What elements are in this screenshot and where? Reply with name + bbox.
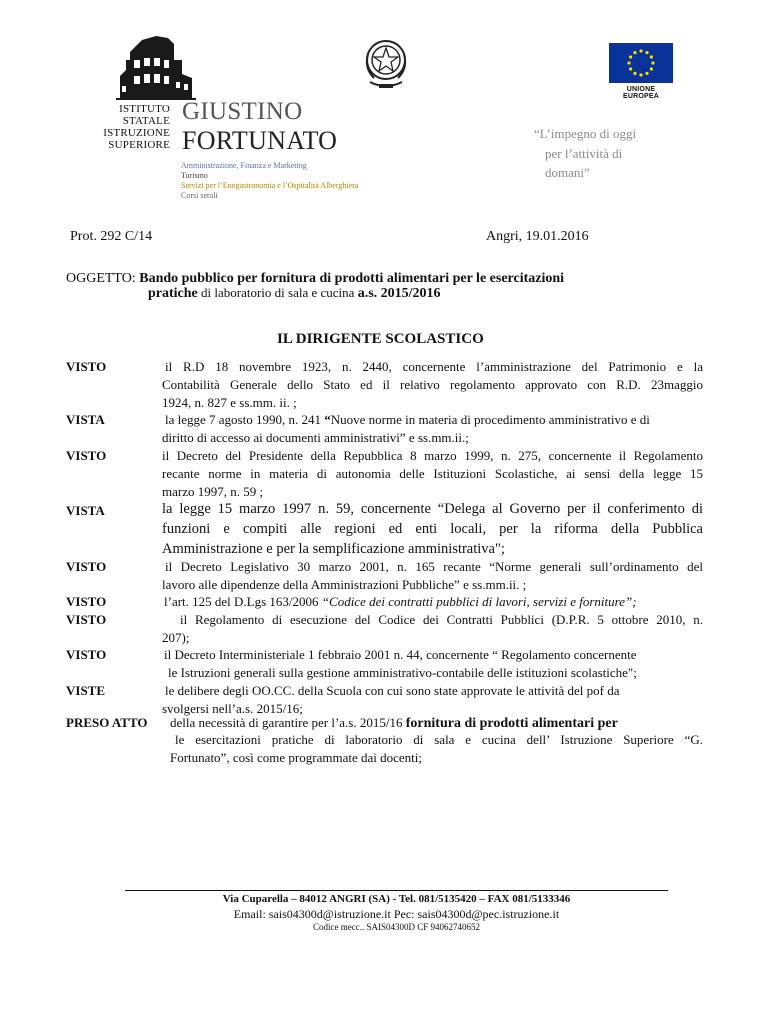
item-3-label: VISTO xyxy=(66,448,107,463)
subject-pratiche: pratiche xyxy=(148,286,198,301)
item-9-line-2: svolgersi nell’a.s. 2015/16; xyxy=(162,701,303,716)
item-10-line-2: le esercitazioni pratiche di laboratorio di sala e cucina dell’ Istruzione Superiore “G. xyxy=(175,732,703,747)
eu-label: UNIONE EUROPEA xyxy=(622,86,660,100)
item-2-text-a: la legge 7 agosto 1990, n. 241 xyxy=(165,412,325,427)
item-6-label: VISTO xyxy=(66,594,107,609)
item-2-quote: “ xyxy=(324,412,331,427)
item-8-line-1: il Decreto Interministeriale 1 febbraio 2001 n. 44, concernente “ Regolamento concernente xyxy=(164,647,637,662)
motto-line-2: per l’attività di xyxy=(545,146,623,161)
item-5-line-1: il Decreto Legislativo 30 marzo 2001, n. 165 recante “Norme generali sull’ordinamento del xyxy=(165,559,703,574)
protocol-number: Prot. 292 C/14 xyxy=(70,229,153,244)
footer-divider xyxy=(125,890,668,891)
item-3-line-1: il Decreto del Presidente della Repubblica 8 marzo 1999, n. 275, concernente il Regolamento xyxy=(162,448,703,463)
item-2-line-2: diritto di accesso ai documenti amministrativi” e ss.mm.ii.; xyxy=(162,430,469,445)
item-6-text-a: l’art. 125 del D.Lgs 163/2006 xyxy=(164,594,322,609)
subject-title: Bando pubblico per fornitura di prodotti alimentari per le esercitazioni xyxy=(139,271,565,286)
item-7-label: VISTO xyxy=(66,612,107,627)
item-1-line-2: Contabilità Generale dello Stato ed il relativo regolamento approvato con R.D. 23maggio xyxy=(162,377,703,392)
item-1-line-1: il R.D 18 novembre 1923, n. 2440, concernente l’amministrazione del Patrimonio e la xyxy=(165,359,703,374)
item-7-line-2: 207); xyxy=(162,630,190,645)
institute-line-3: ISTRUZIONE xyxy=(103,127,170,139)
item-6-text-b: “Codice dei contratti pubblici di lavori, servizi e forniture”; xyxy=(321,594,637,609)
place-and-date: Angri, 19.01.2016 xyxy=(486,229,589,244)
item-7-line-1: il Regolamento di esecuzione del Codice dei Contratti Pubblici (D.P.R. 5 ottobre 2010, n. xyxy=(180,612,703,627)
sector-line-3: Servizi per l’Enogastronomia e l’Ospitalità Alberghiera xyxy=(181,181,359,190)
sector-line-2: Turismo xyxy=(181,171,208,180)
item-10-label: PRESO ATTO xyxy=(66,715,148,730)
item-5-label: VISTO xyxy=(66,559,107,574)
institute-line-4: SUPERIORE xyxy=(108,139,170,151)
item-10-text-a: della necessità di garantire per l’a.s. 2015/16 xyxy=(170,715,406,730)
motto-line-1: “L’impegno di oggi xyxy=(534,126,637,141)
institute-name-line-2: FORTUNATO xyxy=(182,126,338,155)
institute-name-line-1: GIUSTINO xyxy=(182,98,303,125)
item-2-text-c: Nuove norme in materia di procedimento amministrativo e di xyxy=(330,412,650,427)
item-1-label: VISTO xyxy=(66,359,107,374)
item-3-line-2: recante norme in materia di autonomia delle Istituzioni Scolastiche, ai sensi della legge 15 xyxy=(162,466,703,481)
institute-line-2: STATALE xyxy=(122,115,170,127)
item-9-line-1: le delibere degli OO.CC. della Scuola con cui sono state approvate le attività del pof da xyxy=(165,683,620,698)
motto-line-3: domani” xyxy=(545,165,590,180)
institute-line-1: ISTITUTO xyxy=(119,103,170,115)
item-4-line-1: la legge 15 marzo 1997 n. 59, concernente “Delega al Governo per il conferimento di xyxy=(162,501,703,517)
footer-emails: Email: sais04300d@istruzione.it Pec: sais04300d@pec.istruzione.it xyxy=(233,907,560,921)
school-building-logo xyxy=(116,30,196,100)
subject-lab: di laboratorio di sala e cucina xyxy=(197,285,358,300)
item-2-line-1 xyxy=(165,411,650,429)
item-8-label: VISTO xyxy=(66,647,107,662)
sector-line-4: Corsi serali xyxy=(181,191,218,200)
footer-codes: Codice mecc.. SAIS04300D CF 94062740652 xyxy=(313,922,480,932)
item-3-line-3: marzo 1997, n. 59 ; xyxy=(162,484,264,499)
item-1-line-3: 1924, n. 827 e ss.mm. ii. ; xyxy=(162,395,297,410)
item-4-line-3: Amministrazione e per la semplificazione amministrativa"; xyxy=(162,541,505,557)
sector-line-1: Amministrazione, Finanza e Marketing xyxy=(181,161,307,170)
subject-line-2 xyxy=(148,284,441,303)
italian-republic-emblem xyxy=(360,34,412,92)
eu-flag-icon xyxy=(609,43,673,83)
item-9-label: VISTE xyxy=(66,683,106,698)
subject-year: a.s. 2015/2016 xyxy=(357,286,441,301)
subject-label: OGGETTO: xyxy=(66,271,136,286)
item-6-line-1 xyxy=(164,593,637,611)
item-8-line-2: le Istruzioni generali sulla gestione amministrativo-contabile delle istituzioni scolastiche"; xyxy=(168,665,637,680)
item-4-line-2: funzioni e compiti alle regioni ed enti locali, per la riforma della Pubblica xyxy=(162,521,703,537)
item-10-text-b: fornitura di prodotti alimentari per xyxy=(405,716,618,731)
item-5-line-2: lavoro alle dipendenze della Amministrazioni Pubbliche” e ss.mm.ii. ; xyxy=(162,577,527,592)
item-4-label: VISTA xyxy=(66,503,105,518)
page-heading: IL DIRIGENTE SCOLASTICO xyxy=(277,331,484,347)
item-2-label: VISTA xyxy=(66,412,105,427)
footer-address: Via Cuparella – 84012 ANGRI (SA) - Tel. 081/5135420 – FAX 081/5133346 xyxy=(222,893,571,905)
item-10-line-3: Fortunato”, così come programmate dai docenti; xyxy=(170,750,422,765)
